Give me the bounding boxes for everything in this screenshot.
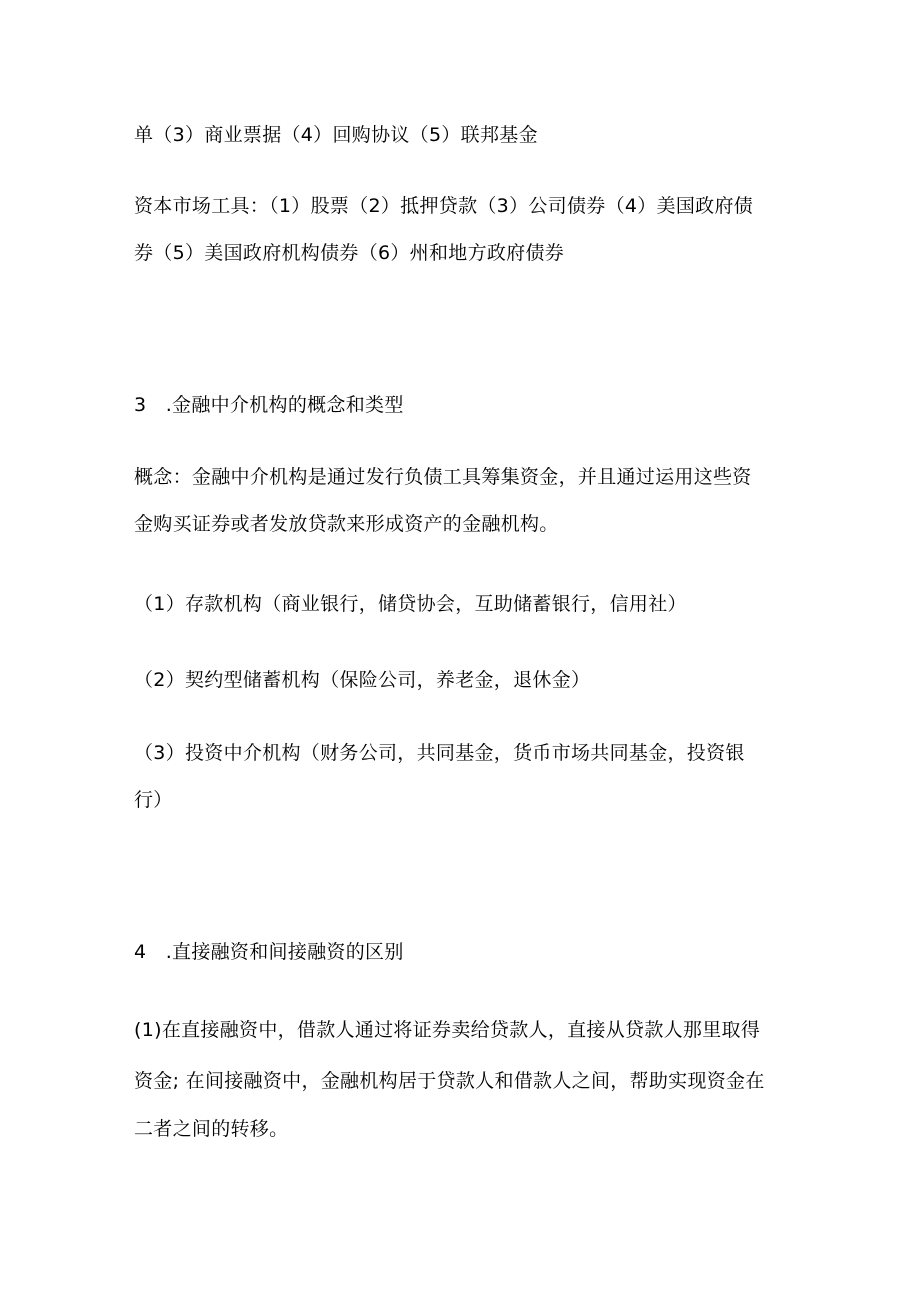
investment-intermediaries-line-1: （3）投资中介机构（财务公司，共同基金，货币市场共同基金，投资银	[134, 742, 745, 764]
capital-market-instruments-line-2: 券（5）美国政府机构债券（6）州和地方政府债券	[134, 242, 565, 264]
concept-line-2: 金购买证券或者发放贷款来形成资产的金融机构。	[134, 513, 559, 535]
section-3-heading: 3 .金融中介机构的概念和类型	[134, 394, 404, 416]
difference-paragraph-line-2: 资金; 在间接融资中，金融机构居于贷款人和借款人之间，帮助实现资金在	[134, 1070, 765, 1092]
capital-market-instruments-line-1: 资本市场工具：（1）股票（2）抵押贷款（3）公司债券（4）美国政府债	[134, 195, 754, 217]
difference-paragraph-line-1: (1)在直接融资中，借款人通过将证券卖给贷款人，直接从贷款人那里取得	[134, 1019, 761, 1041]
section-4-heading: 4 .直接融资和间接融资的区别	[134, 941, 404, 963]
deposit-institutions-item: （1）存款机构（商业银行，储贷协会，互助储蓄银行，信用社）	[134, 593, 687, 615]
investment-intermediaries-line-2: 行）	[134, 789, 173, 811]
contractual-savings-item: （2）契约型储蓄机构（保险公司，养老金，退休金）	[134, 669, 591, 691]
concept-line-1: 概念：金融中介机构是通过发行负债工具筹集资金，并且通过运用这些资	[134, 466, 752, 488]
difference-paragraph-line-3: 二者之间的转移。	[134, 1118, 289, 1140]
money-market-instruments-continued: 单（3）商业票据（4）回购协议（5）联邦基金	[134, 124, 538, 146]
